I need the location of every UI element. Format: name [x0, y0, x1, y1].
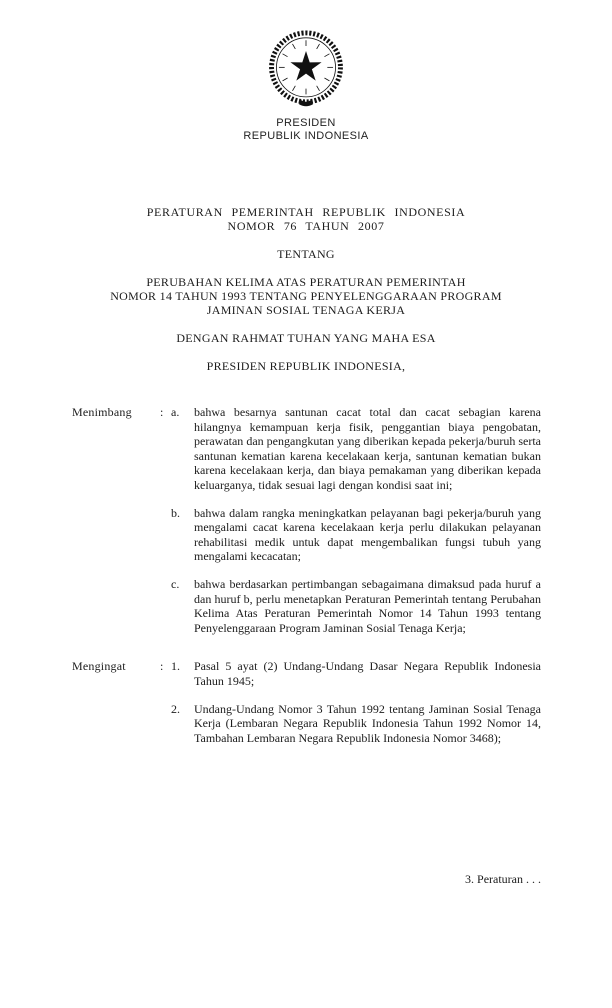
item-text: Pasal 5 ayat (2) Undang-Undang Dasar Negara Republik Indonesia Tahun 1945; [194, 659, 541, 688]
enacting-authority-line: PRESIDEN REPUBLIK INDONESIA, [206, 359, 406, 373]
subject-line2: NOMOR 14 TAHUN 1993 TENTANG PENYELENGGARAAN PROGRAM [110, 289, 502, 303]
colon-spacer [160, 577, 171, 635]
label-spacer [72, 577, 160, 635]
regulation-number-line: NOMOR 76 TAHUN 2007 [227, 219, 385, 233]
catchword [465, 872, 541, 886]
label-spacer [72, 702, 160, 746]
item-marker: 1. [171, 659, 180, 674]
item-marker: c. [171, 576, 180, 591]
section-label-mengingat: Mengingat [72, 659, 126, 674]
item-marker: b. [171, 505, 180, 520]
letterhead [0, 0, 612, 143]
colon: : [160, 405, 164, 419]
catchword-text: 3. Peraturan . . . [465, 872, 541, 886]
tentang-label: TENTANG [277, 247, 335, 261]
colon-spacer [160, 506, 171, 564]
clause-row-mengingat-1 [72, 659, 541, 688]
subject-line3: JAMINAN SOSIAL TENAGA KERJA [206, 303, 406, 317]
org-name-line2: REPUBLIK INDONESIA [243, 130, 369, 142]
document-body [0, 405, 612, 745]
regulation-title-line1: PERATURAN PEMERINTAH REPUBLIK INDONESIA [146, 205, 466, 219]
item-text: bahwa dalam rangka meningkatkan pelayanan bagi pekerja/buruh yang mengalami cacat karena kecelakaan kerja perlu dilakukan pelayanan rehabilitasi medik untuk dapat mengembalikan fungsi tubuh yang mengalami kecacatan; [194, 505, 541, 564]
item-text: bahwa berdasarkan pertimbangan sebagaimana dimaksud pada huruf a dan huruf b, perlu menetapkan Peraturan Pemerintah tentang Perubahan Kelima Atas Peraturan Pemerintah Nomor 14 Tahun 1993 tentang Penyelenggaraan Program Jaminan Sosial Tenaga Kerja; [194, 576, 541, 635]
invocation-line: DENGAN RAHMAT TUHAN YANG MAHA ESA [176, 331, 436, 345]
org-name-line1: PRESIDEN [276, 117, 336, 129]
label-spacer [72, 506, 160, 564]
title-block [0, 205, 612, 373]
clause-row-menimbang-c [72, 577, 541, 635]
section-label-menimbang: Menimbang [72, 405, 132, 419]
item-marker: a. [171, 405, 180, 419]
item-marker: 2. [171, 701, 180, 716]
clause-row-menimbang-b [72, 506, 541, 564]
item-text: Undang-Undang Nomor 3 Tahun 1992 tentang Jaminan Sosial Tenaga Kerja (Lembaran Negara Republik Indonesia Tahun 1992 Nomor 14, Tambahan Lembaran Negara Republik Indonesia Nomor 3468); [194, 701, 541, 745]
subject-line1: PERUBAHAN KELIMA ATAS PERATURAN PEMERINTAH [146, 275, 466, 289]
colon-spacer [160, 702, 171, 746]
clause-row-mengingat-2 [72, 702, 541, 746]
item-text: bahwa besarnya santunan cacat total dan cacat sebagian karena hilangnya kemampuan kerja fisik, penggantian biaya pengobatan, perawatan dan pengangkutan yang diberikan kepada pekerja/buruh serta santunan kematian karena kecelakaan kerja, santunan kematian bukan karena kecelakaan kerja, dan biaya pemakaman yang diberikan kepada keluarganya, tidak sesuai lagi dengan kondisi saat ini; [194, 405, 541, 492]
state-emblem-icon [0, 26, 612, 117]
clause-row-menimbang-a [72, 405, 541, 493]
colon: : [160, 659, 164, 674]
